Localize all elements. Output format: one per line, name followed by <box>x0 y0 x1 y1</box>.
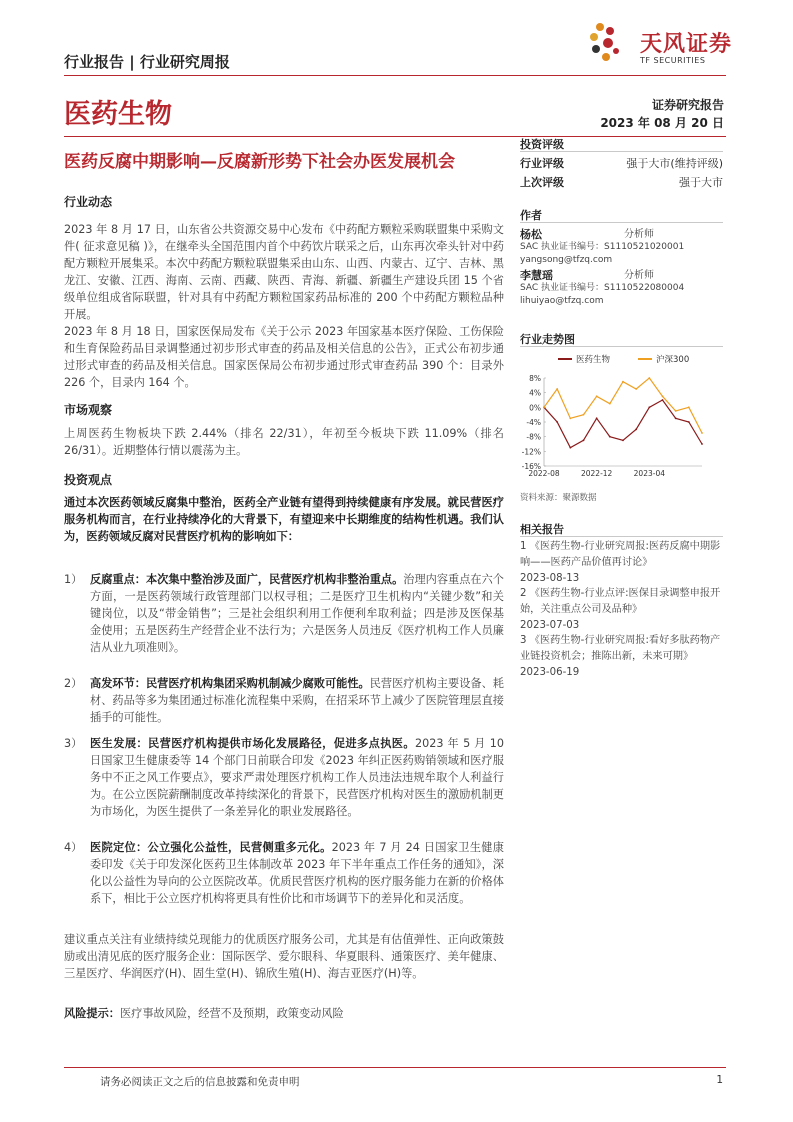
chart-axes <box>522 374 702 478</box>
author-email[interactable]: yangsong@tfzq.com <box>520 255 613 265</box>
point-bold: 反腐重点：本次集中整治涉及面广，民营医疗机构非整治重点。 <box>90 573 404 586</box>
sector-title: 医药生物 <box>64 99 172 130</box>
chart-heading: 行业走势图 <box>520 333 575 346</box>
data-point <box>609 436 611 438</box>
author-rule <box>520 222 723 223</box>
data-point <box>569 417 571 419</box>
point-text: 民营医疗机构主要设备、耗材、药品等多为集团通过标准化流程集中采购，在招采环节上减少了医院管理层直接插手的可能性。 <box>90 677 504 724</box>
point-bold: 高发环节：民营医疗机构集团采购机制减少腐败可能性。 <box>90 677 370 690</box>
author-card <box>520 228 723 267</box>
point-bold: 医院定位：公立强化公益性，民营侧重多元化。 <box>90 841 332 854</box>
data-point <box>556 421 558 423</box>
data-point <box>543 406 545 408</box>
point-number: 2） <box>64 677 83 690</box>
data-point <box>648 377 650 379</box>
legend-label: 医药生物 <box>576 355 611 365</box>
y-tick-label: -8% <box>526 432 541 442</box>
data-point <box>609 403 611 405</box>
related-report-item[interactable] <box>520 633 725 681</box>
point-number: 3） <box>64 737 83 750</box>
industry-rating-value: 强于大市(维持评级) <box>626 157 723 170</box>
market-paragraph: 上周医药生物板块下跌 2.44%（排名 22/31），年初至今板块下跌 11.09%（排名 26/31）。近期整体行情以震荡为主。 <box>64 427 504 457</box>
report-type: 行业报告 | 行业研究周报 <box>64 53 230 71</box>
logo-text-en: TF SECURITIES <box>640 56 706 65</box>
last-rating-row <box>520 174 723 190</box>
data-point <box>569 447 571 449</box>
point-text: 治理内容重点在六个方面，一是医药领域行政管理部门以权寻租；二是医疗卫生机构内“关键少数”和关键岗位，以及“带金销售”；三是社会组织利用工作便利牟取利益；四是涉及医保基金使用；五是医药生产经营企业不法行为；六是医务人员违反《医疗机构工作人员廉洁从业九项准则》。 <box>90 573 504 654</box>
data-point <box>675 417 677 419</box>
point-number: 1） <box>64 573 83 586</box>
header-rule <box>64 75 726 76</box>
risk-paragraph <box>64 1005 504 1022</box>
industry-trend-chart <box>518 350 728 482</box>
author-role: 分析师 <box>624 270 654 281</box>
chart-legend <box>558 354 689 365</box>
related-rule <box>520 536 723 537</box>
related-heading: 相关报告 <box>520 523 564 536</box>
data-point <box>635 428 637 430</box>
logo-mark-icon <box>590 23 619 61</box>
legend-label: 沪深300 <box>656 355 690 365</box>
market-heading: 市场观察 <box>64 403 113 417</box>
y-tick-label: 4% <box>529 388 541 398</box>
chart-source: 资料来源：聚源数据 <box>520 493 597 503</box>
footer-rule <box>64 1067 726 1068</box>
data-point <box>596 417 598 419</box>
y-tick-label: -16% <box>521 462 541 471</box>
x-tick-label: 2022-08 <box>528 469 560 478</box>
point-number: 4） <box>64 841 83 854</box>
view-point-1 <box>64 571 504 656</box>
chart-rule <box>520 346 723 347</box>
industry-news-heading: 行业动态 <box>64 195 113 209</box>
data-point <box>622 381 624 383</box>
related-report-date: 2023-08-13 <box>520 573 580 584</box>
author-cert: SAC 执业证书编号：S1110522080004 <box>520 283 685 293</box>
y-tick-label: -12% <box>521 447 541 457</box>
report-title: 医药反腐中期影响—反腐新形势下社会办医发展机会 <box>64 152 455 172</box>
y-tick-label: 0% <box>529 403 541 413</box>
y-tick-label: -4% <box>526 418 541 427</box>
author-card <box>520 269 723 308</box>
risk-text: 医疗事故风险，经营不及预期，政策变动风险 <box>119 1007 344 1020</box>
data-point <box>662 395 664 397</box>
news-paragraph-1: 2023 年 8 月 17 日，山东省公共资源交易中心发布《中药配方颗粒采购联盟集中采购文件( 征求意见稿 )》，在继牵头全国范围内首个中药饮片联采之后，山东再次牵头针对中药配方颗粒开展集采。本次中药配方颗粒联盟集采由山东、山西、内蒙古、辽宁、吉林、黑龙江、安徽、江西、海南、云南、西藏、陕西、青海、新疆、新疆生产建设兵团 15 个省级单位组成省际联盟，针对具有中药配方颗粒国家药品标准的 200 个中药配方颗粒品种开展。 <box>64 223 504 321</box>
rating-rule <box>520 151 723 152</box>
point-text: 2023 年 5 月 10 日国家卫生健康委等 14 个部门日前联合印发《2023 年纠正医药购销领域和医疗服务中不正之风工作要点》，要求严肃处理医疗机构工作人员违法违规牟取个人利益行为。在公立医院薪酬制度改革持续深化的背景下，民营医疗机构对医生的激励机制更为市场化，为医生提供了一条差异化的职业发展路径。 <box>90 737 504 818</box>
point-text: 2023 年 7 月 24 日国家卫生健康委印发《关于印发深化医药卫生体制改革 2023 年下半年重点工作任务的通知》，深化以公益性为导向的公立医院改革。优质民营医疗机构的医疗服务能力在新的价格体系下，相比于公立医疗机构将更具有性价比和市场调节下的差异化和灵活度。 <box>90 841 504 905</box>
related-report-date: 2023-07-03 <box>520 620 580 631</box>
x-tick-label: 2022-12 <box>580 469 613 478</box>
risk-label: 风险提示： <box>64 1007 120 1020</box>
view-point-4 <box>64 839 504 907</box>
data-point <box>635 388 637 390</box>
data-point <box>583 414 585 416</box>
page-number: 1 <box>716 1074 723 1086</box>
series-line <box>544 378 702 433</box>
related-report-title[interactable]: 1 《医药生物-行业研究周报:医药反腐中期影响——医药产品价值再讨论》 <box>520 541 721 568</box>
related-report-item[interactable] <box>520 586 725 634</box>
title-rule <box>64 136 726 137</box>
data-point <box>583 439 585 441</box>
x-tick-label: 2023-04 <box>633 469 666 478</box>
point-bold: 医生发展：民营医疗机构提供市场化发展路径，促进多点执医。 <box>90 737 416 750</box>
author-name: 李慧瑶 <box>520 269 553 282</box>
rating-heading: 投资评级 <box>520 138 564 151</box>
view-point-2 <box>64 675 504 726</box>
logo-text-cn: 天风证券 <box>640 32 733 57</box>
industry-rating-label: 行业评级 <box>520 157 564 170</box>
news-paragraph-2: 2023 年 8 月 18 日，国家医保局发布《关于公示 2023 年国家基本医疗保险、工伤保险和生育保险药品目录调整通过初步形式审查的药品及相关信息的公告》，正式公布初步通过形式审查的药品及相关信息。国家医保局公布初步通过形式审查药品 390 个：目录外 226 个，目录内 164 个。 <box>64 325 504 389</box>
y-tick-label: 8% <box>529 374 541 383</box>
author-email[interactable]: lihuiyao@tfzq.com <box>520 296 604 306</box>
last-rating-value: 强于大市 <box>679 176 723 189</box>
related-report-item[interactable] <box>520 539 725 587</box>
industry-rating-row <box>520 155 723 171</box>
data-point <box>688 421 690 423</box>
data-point <box>596 395 598 397</box>
related-report-date: 2023-06-19 <box>520 667 580 678</box>
view-intro: 通过本次医药领域反腐集中整治，医药全产业链有望得到持续健康有序发展。就民营医疗服务机构而言，在行业持续净化的大背景下，有望迎来中长期维度的结构性机遇。我们认为，医药领域反腐对民营医疗机构的影响如下： <box>64 496 504 543</box>
related-report-title[interactable]: 3 《医药生物-行业研究周报:看好多肽药物产业链投资机会；推陈出新，未来可期》 <box>520 635 721 662</box>
related-report-title[interactable]: 2 《医药生物-行业点评:医保目录调整申报开始，关注重点公司及品种》 <box>520 588 721 615</box>
report-date: 2023 年 08 月 20 日 <box>600 116 724 130</box>
data-point <box>688 406 690 408</box>
author-cert: SAC 执业证书编号：S1110521020001 <box>520 242 685 252</box>
report-kind: 证券研究报告 <box>651 98 724 112</box>
chart-lines <box>543 377 703 448</box>
author-role: 分析师 <box>624 229 654 240</box>
view-point-3 <box>64 735 504 820</box>
data-point <box>675 410 677 412</box>
recommendation-paragraph: 建议重点关注有业绩持续兑现能力的优质医疗服务公司，尤其是有估值弹性、正向政策鼓励或出清见底的医疗服务企业：国际医学、爱尔眼科、华夏眼科、通策医疗、美年健康、三星医疗、华润医疗(H)、固生堂(H)、锦欣生殖(H)、海吉亚医疗(H)等。 <box>64 933 504 980</box>
data-point <box>556 388 558 390</box>
data-point <box>701 443 703 445</box>
data-point <box>662 399 664 401</box>
author-name: 杨松 <box>520 228 542 241</box>
data-point <box>701 432 703 434</box>
data-point <box>622 439 624 441</box>
data-point <box>648 406 650 408</box>
view-heading: 投资观点 <box>64 473 113 487</box>
author-heading: 作者 <box>520 209 542 222</box>
last-rating-label: 上次评级 <box>520 176 564 189</box>
footer-disclaimer: 请务必阅读正文之后的信息披露和免责申明 <box>100 1076 300 1088</box>
